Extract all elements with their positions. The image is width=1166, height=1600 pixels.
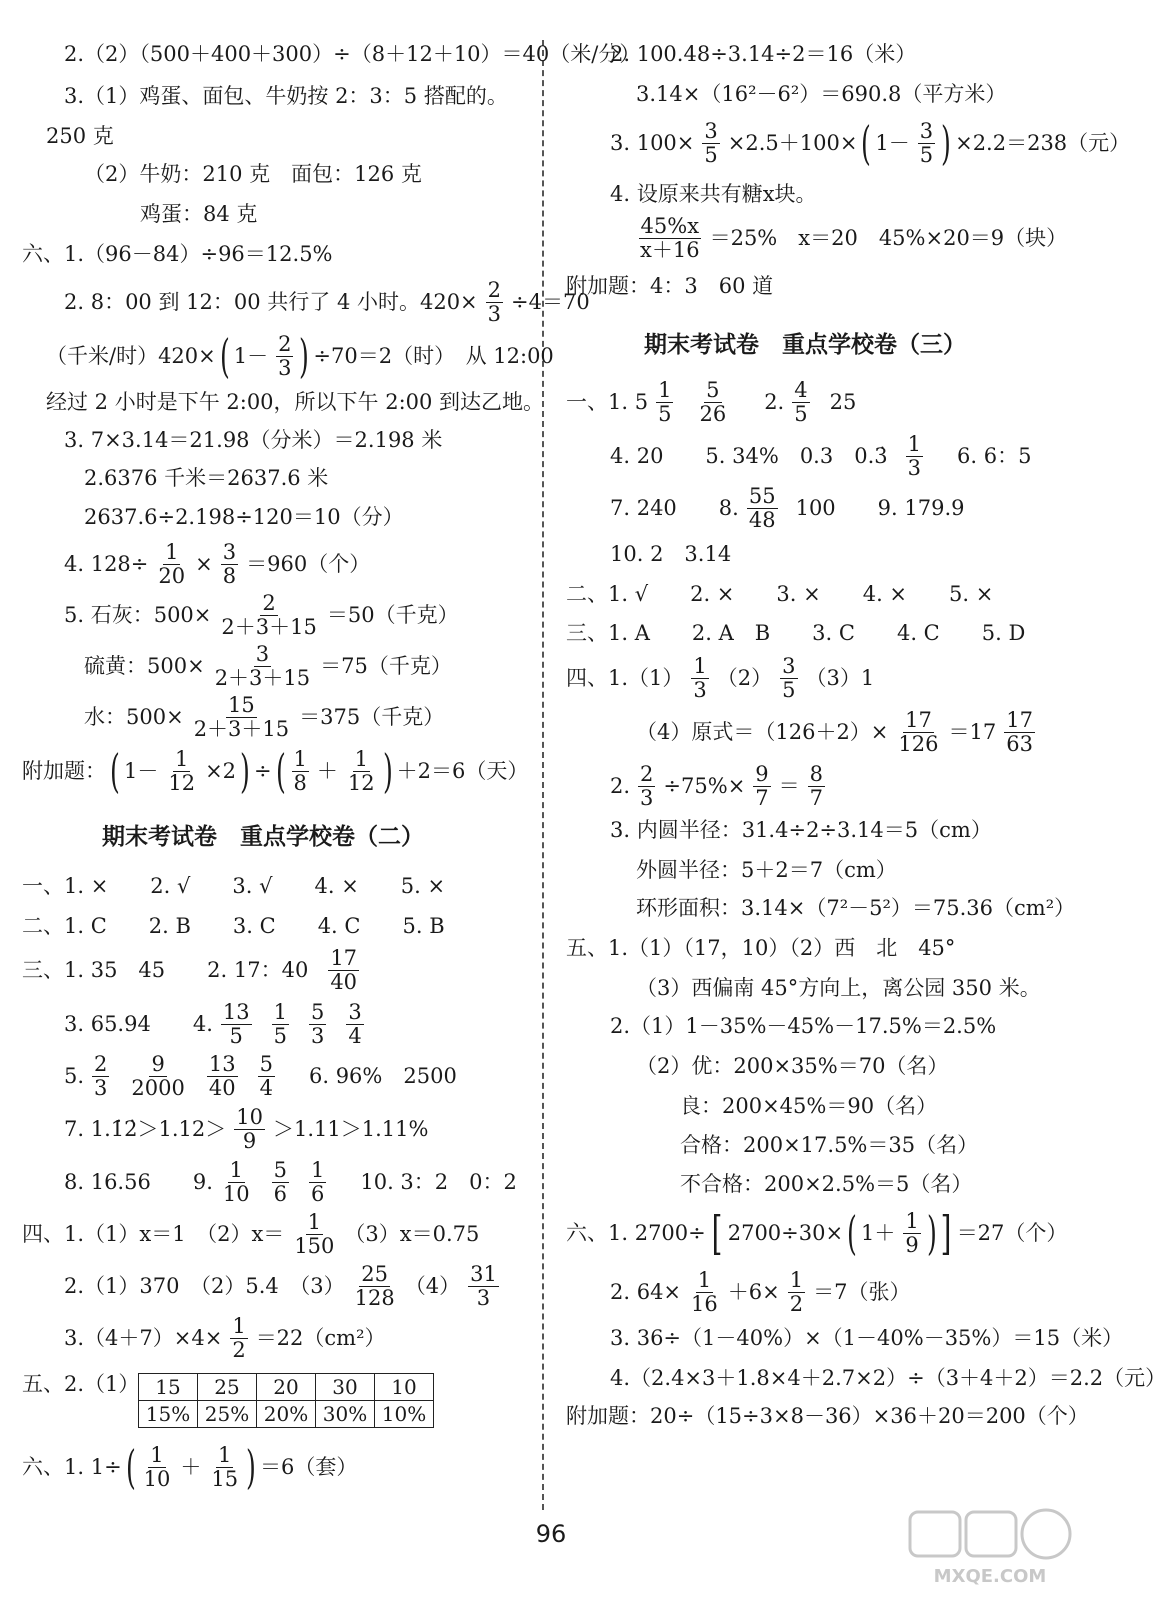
fraction: $\frac{3}{5}$ [782, 654, 796, 702]
answer-line [22, 244, 333, 265]
answer-line: 二、1. C 2. B 3. C 4. C 5. B [22, 914, 445, 938]
answer-line [64, 86, 508, 107]
fraction: $\frac{17}{63}$ [1006, 708, 1033, 756]
answer-line: 7. 240 8. $\frac{55}{48}$ 100 9. 179.9 [610, 484, 965, 532]
fraction: $\frac{1}{6}$ [310, 1158, 325, 1206]
answer-line: 三、1. A 2. A B 3. C 4. C 5. D [566, 621, 1026, 645]
fraction: $\frac{1}{16}$ [691, 1268, 718, 1316]
fraction: $\frac{2}{3}$ [94, 1052, 108, 1100]
answer-line: 3. 内圆半径：31.4÷2÷3.14＝5（cm） [610, 818, 992, 842]
fraction: $\frac{31}{3}$ [470, 1262, 497, 1310]
answer-text: 2637.6÷2.198÷120＝10（分） [84, 505, 404, 529]
answer-line [84, 507, 404, 528]
answer-line: （千米/时）420× ( 1－ $\frac{2}{3}$ ) ÷70＝2（时） 从 12:00 [46, 329, 554, 383]
answer-line: 合格：200×17.5%＝35（名） [680, 1133, 979, 1157]
fraction: $\frac{5}{26}$ [699, 378, 727, 426]
answer-text: 鸡蛋：84 克 [140, 202, 258, 226]
answer-line: 外圆半径：5＋2＝7（cm） [636, 858, 897, 882]
fraction: $\frac{1}{20}$ [158, 540, 186, 588]
table-cell: 30% [316, 1401, 375, 1428]
answer-line: 4. 128÷ $\frac{1}{20}$ × $\frac{3}{8}$ ＝960（个） [64, 540, 371, 588]
answer-line: 附加题：4：3 60 道 [566, 274, 774, 298]
table-cell: 10% [375, 1401, 434, 1428]
answer-line: 水：500× $\frac{15}{2+3+15}$ ＝375（千克） [84, 693, 445, 741]
section-heading: 期末考试卷 重点学校卷（三） [644, 332, 966, 358]
answer-line: 3.14×（16²－6²）＝690.8（平方米） [636, 82, 1007, 106]
answer-line: 三、1. 35 45 2. 17：40 $\frac{17}{40}$ [22, 946, 358, 994]
fraction: $\frac{3}{4}$ [348, 1000, 362, 1048]
answer-line [140, 204, 257, 225]
answer-line [64, 430, 442, 451]
answer-line: 3. 36÷（1－40%）×（1－40%－35%）＝15（米） [610, 1326, 1124, 1350]
answer-line [84, 164, 422, 185]
answer-text: 250 克 [46, 124, 114, 148]
answer-line: 一、1. × 2. √ 3. √ 4. × 5. × [22, 874, 446, 898]
answer-line [46, 126, 114, 147]
fraction: $\frac{8}{7}$ [809, 762, 824, 810]
answer-line: 5. $\frac{2}{3}$ $\frac{9}{2000}$ $\frac{13}{40}$ $\frac{5}{4}$ 6. 96% 2500 [64, 1052, 457, 1100]
answer-line: 附加题：20÷（15÷3×8－36）×36＋20＝200（个） [566, 1404, 1089, 1428]
answer-line: 2.（1）370 （2）5.4 （3） $\frac{25}{128}$ （4） $\frac{31}{3}$ [64, 1262, 497, 1310]
watermark-logo [900, 1506, 1080, 1590]
answer-line: 3.（4＋7）×4× $\frac{1}{2}$ ＝22（cm²） [64, 1314, 386, 1362]
answer-text: 2.6376 千米＝2637.6 米 [84, 466, 329, 490]
fraction: $\frac{1}{5}$ [658, 378, 672, 426]
fraction: $\frac{13}{40}$ [208, 1052, 236, 1100]
answer-text: 3. 7×3.14＝21.98（分米）＝2.198 米 [64, 428, 443, 452]
answer-line: 2. 64× $\frac{1}{16}$ ＋6× $\frac{1}{2}$ ＝7（张） [610, 1268, 911, 1316]
answer-line: 2. $\frac{2}{3}$ ÷75%× $\frac{9}{7}$ ＝ $\frac{8}{7}$ [610, 762, 824, 810]
answer-text: （2）牛奶：210 克 面包：126 克 [84, 162, 422, 186]
answer-line: 五、1.（1）（17，10）（2）西 北 45° [566, 936, 956, 960]
fraction: $\frac{1}{3}$ [693, 654, 707, 702]
answer-line: 环形面积：3.14×（7²－5²）＝75.36（cm²） [636, 896, 1076, 920]
fraction: $\frac{15}{2+3+15}$ [193, 693, 290, 741]
answer-text: 2. 8：00 到 12：00 共行了 4 小时。420× [64, 290, 478, 314]
section-heading: 期末考试卷 重点学校卷（二） [102, 824, 424, 850]
fraction: $\frac{1}{3}$ [907, 432, 921, 480]
fraction: $\frac{5}{3}$ [310, 1000, 325, 1048]
answer-text: 经过 2 小时是下午 2:00，所以下午 2:00 到达乙地。 [46, 390, 545, 414]
fraction: $\frac{1}{10}$ [222, 1158, 250, 1206]
answer-line: 不合格：200×2.5%＝5（名） [680, 1172, 973, 1196]
answer-line: 2. 100.48÷3.14÷2＝16（米） [610, 42, 917, 66]
answer-line: 8. 16.56 9. $\frac{1}{10}$ $\frac{5}{6}$ $\frac{1}{6}$ 10. 3：2 0：2 [64, 1158, 517, 1206]
fraction: $\frac{1}{12}$ [168, 746, 196, 795]
fraction: $\frac{17}{126}$ [898, 708, 939, 756]
table-cell: 15 [139, 1374, 198, 1401]
answer-line: 5. 石灰：500× $\frac{2}{2+3+15}$ ＝50（千克） [64, 591, 459, 639]
answer-line: 良：200×45%＝90（名） [680, 1094, 938, 1118]
answer-text: 3.（1）鸡蛋、面包、牛奶按 2：3：5 搭配的。 [64, 84, 508, 108]
table-cell: 10 [375, 1374, 434, 1401]
answer-line: （4）原式＝（126＋2）× $\frac{17}{126}$ ＝17 $\frac{17}{63}$ [636, 708, 1033, 756]
fraction: $\frac{1}{15}$ [211, 1442, 239, 1491]
answer-line [84, 468, 328, 489]
answer-line: 7. 1.1̇2̇＞1.12＞ $\frac{10}{9}$ ＞1.11＞1.11% [64, 1105, 429, 1153]
fraction: $\frac{5}{6}$ [273, 1158, 287, 1206]
answer-line: 四、1.（1）x＝1 （2）x＝ $\frac{1}{150}$ （3）x＝0.75 [22, 1210, 480, 1258]
answer-line [64, 44, 640, 65]
fraction: $\frac{1}{12}$ [347, 746, 375, 795]
answer-line: 3. 65.94 4. $\frac{13}{5}$ $\frac{1}{5}$ $\frac{5}{3}$ $\frac{3}{4}$ [64, 1000, 362, 1048]
fraction: $\frac{9}{2000}$ [131, 1052, 185, 1100]
fraction: $\frac{3}{5}$ [919, 118, 934, 167]
fraction: $\frac{2}{3}$ [278, 331, 292, 380]
fraction: $\frac{4}{5}$ [794, 378, 808, 426]
answer-line [64, 280, 590, 325]
table-cell: 25 [198, 1374, 257, 1401]
watermark-url: MXQE.COM [933, 1566, 1047, 1587]
fraction: $\frac{2}{2+3+15}$ [221, 591, 317, 639]
answer-line: 六、1. 1÷ ( $\frac{1}{10}$ ＋ $\frac{1}{15}$ ) ＝6（套） [22, 1440, 358, 1494]
answer-line: 六、1. 2700÷ [ 2700÷30× ( 1＋ $\frac{1}{9}$ ) ] ＝27（个） [566, 1206, 1068, 1260]
answer-line: 四、1.（1） $\frac{1}{3}$ （2） $\frac{3}{5}$ （3）1 [566, 654, 875, 702]
answer-text: （千米/时）420× [46, 343, 216, 368]
fraction: $\frac{13}{5}$ [222, 1000, 250, 1048]
fraction: $\frac{55}{48}$ [748, 484, 776, 532]
answer-text: ÷4＝70 [511, 290, 590, 314]
fraction: $\frac{10}{9}$ [236, 1105, 263, 1153]
table-cell: 30 [316, 1374, 375, 1401]
fraction: $\frac{1}{10}$ [143, 1442, 171, 1491]
answer-line: （2）优：200×35%＝70（名） [636, 1054, 949, 1078]
answer-line: 附加题： ( 1－ $\frac{1}{12}$ ×2 ) ÷ ( $\frac{1}{8}$ ＋ $\frac{1}{12}$ ) ＋2＝6（天） [22, 744, 529, 798]
fraction: $\frac{2}{3}$ [487, 278, 502, 326]
answer-line: 4.（2.4×3＋1.8×4＋2.7×2）÷（3＋4＋2）＝2.2（元） [610, 1366, 1166, 1390]
column-divider [542, 40, 544, 1510]
fraction: $\frac{1}{2}$ [789, 1268, 804, 1316]
answer-line: 4. 设原来共有糖x块。 [610, 182, 817, 206]
answer-line: $\frac{45\%x}{x+16}$ ＝25% x＝20 45%×20＝9（块） [640, 214, 1068, 262]
fraction: $\frac{17}{40}$ [330, 946, 358, 994]
fraction: $\frac{1}{150}$ [294, 1210, 335, 1258]
answer-line: 3. 100× $\frac{3}{5}$ ×2.5＋100× ( 1－ $\frac{3}{5}$ ) ×2.2＝238（元） [610, 116, 1131, 170]
answer-line: 4. 20 5. 34% 0.3 0.3̇ $\frac{1}{3}$ 6. 6：5 [610, 432, 1032, 480]
table-cell: 20 [257, 1374, 316, 1401]
fraction: $\frac{3}{5}$ [704, 118, 718, 167]
table-row [139, 1374, 434, 1401]
table-row [139, 1401, 434, 1428]
fraction: $\frac{3}{8}$ [222, 540, 237, 588]
fraction: $\frac{5}{4}$ [259, 1052, 273, 1100]
table-cell: 15% [139, 1401, 198, 1428]
answer-line [46, 392, 544, 413]
answer-line: 五、2.（1） [22, 1372, 140, 1396]
table-cell: 20% [257, 1401, 316, 1428]
answer-line: 10. 2 3.14 [610, 542, 732, 566]
page-number: 96 [535, 1520, 567, 1548]
answer-text: 六、1.（96－84）÷96＝12.5% [22, 242, 333, 266]
fraction: $\frac{9}{7}$ [755, 762, 769, 810]
fraction: $\frac{25}{128}$ [354, 1262, 395, 1310]
fraction: $\frac{2}{3}$ [640, 762, 654, 810]
fraction: $\frac{3}{2+3+15}$ [214, 642, 311, 690]
fraction: $\frac{1}{8}$ [293, 746, 307, 795]
answer-line: 硫黄：500× $\frac{3}{2+3+15}$ ＝75（千克） [84, 642, 452, 690]
answer-text: ÷70＝2（时） 从 12:00 [313, 343, 554, 368]
table-cell: 25% [198, 1401, 257, 1428]
fraction: $\frac{1}{9}$ [905, 1208, 919, 1257]
percent-table [138, 1373, 434, 1428]
fraction: $\frac{1}{5}$ [273, 1000, 287, 1048]
answer-line: 二、1. √ 2. × 3. × 4. × 5. × [566, 582, 994, 606]
answer-line: （3）西偏南 45°方向上，离公园 350 米。 [636, 976, 1041, 1000]
answer-line: 一、1. 5 $\frac{1}{5}$ $\frac{5}{26}$ 2. $\frac{4}{5}$ 25 [566, 378, 857, 426]
answer-line: 2.（1）1－35%－45%－17.5%＝2.5% [610, 1014, 997, 1038]
fraction: $\frac{45\%x}{x+16}$ [640, 214, 700, 262]
answer-text: 2.（2）（500＋400＋300）÷（8＋12＋10）＝40（米/分） [64, 42, 641, 66]
fraction: $\frac{1}{2}$ [232, 1314, 246, 1362]
